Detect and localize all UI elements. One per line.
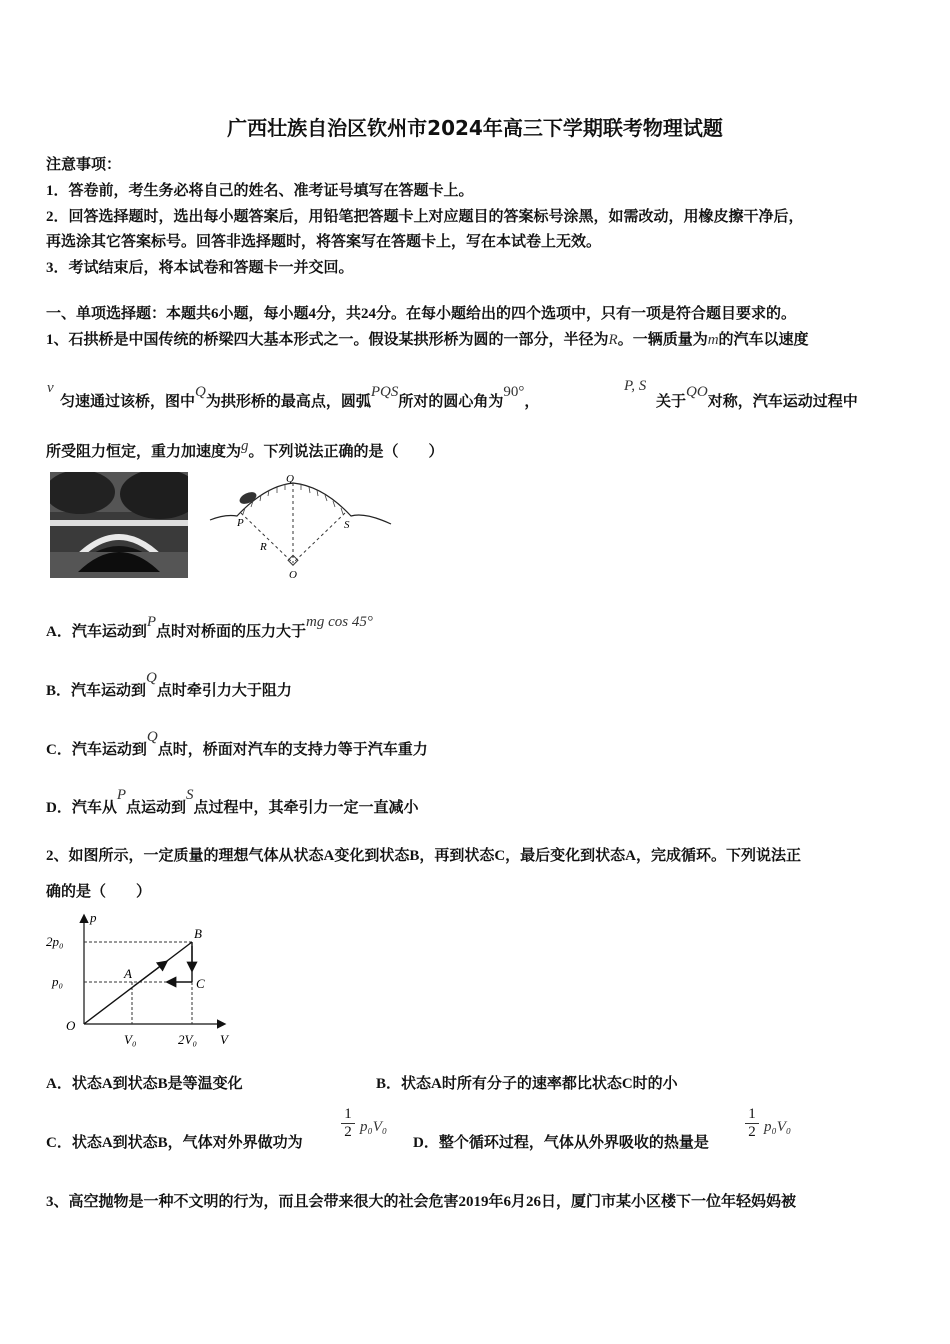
q2-option-D: D．整个循环过程，气体从外界吸收的热量是 <box>413 1135 709 1151</box>
q1-line1: 1、石拱桥是中国传统的桥梁四大基本形式之一。假设某拱形桥为圆的一部分，半径为R。一辆质量为m的汽车以速度 <box>46 332 809 348</box>
q1-line3: 所受阻力恒定，重力加速度为g。下列说法正确的是（ ） <box>46 438 444 460</box>
svg-text:O: O <box>66 1018 76 1033</box>
bridge-diagram <box>205 468 400 583</box>
section-heading: 一、单项选择题：本题共6小题，每小题4分，共24分。在每小题给出的四个选项中，只有一项是符合题目要求的。 <box>46 306 797 322</box>
svg-text:B: B <box>194 926 202 941</box>
svg-text:C: C <box>196 976 205 991</box>
q2-line2: 确的是（ ） <box>46 884 152 900</box>
var-m: m <box>707 332 719 348</box>
var-g: g <box>241 438 249 454</box>
svg-text:A: A <box>124 966 132 981</box>
fig-label-P: P <box>237 517 244 529</box>
angle-90: 90° <box>503 384 525 400</box>
svg-text:p: p <box>90 910 97 925</box>
q3-line1: 3、高空抛物是一种不文明的行为，而且会带来很大的社会危害2019年6月26日，厦门市某小区楼下一位年轻妈妈被 <box>46 1194 797 1210</box>
notice-item-3: 3．考试结束后，将本试卷和答题卡一并交回。 <box>46 260 354 276</box>
var-QO: QO <box>686 384 708 400</box>
q1-option-C: C．汽车运动到Q点时，桥面对汽车的支持力等于汽车重力 <box>46 729 428 758</box>
fig-label-Q: Q <box>286 473 294 485</box>
q1-option-B: B．汽车运动到Q点时牵引力大于阻力 <box>46 670 292 699</box>
notice-item-2b: 再选涂其它答案标号。回答非选择题时，将答案写在答题卡上，写在本试卷上无效。 <box>46 234 602 250</box>
pv-graph <box>44 908 244 1056</box>
page-title: 广西壮族自治区钦州市2024年高三下学期联考物理试题 <box>227 116 723 140</box>
fig-label-O: O <box>289 569 297 581</box>
var-PQS: PQS <box>370 384 399 400</box>
fraction-C: $\frac{1}{2}$ <box>341 1106 355 1141</box>
notice-item-2a: 2．回答选择题时，选出每小题答案后，用铅笔把答题卡上对应题目的答案标号涂黑，如需改动，用橡皮擦干净后， <box>46 209 804 225</box>
var-Q: Q <box>195 384 206 400</box>
q1-line2: 匀速通过该桥，图中Q为拱形桥的最高点，圆弧PQS所对的圆心角为90°， <box>60 384 540 410</box>
notice-heading: 注意事项： <box>46 157 122 173</box>
q2-line1: 2、如图所示，一定质量的理想气体从状态A变化到状态B，再到状态C，最后变化到状态A，完成循环。下列说法正 <box>46 848 802 864</box>
q1-option-D: D．汽车从P点运动到S点过程中，其牵引力一定一直减小 <box>46 787 419 816</box>
q1-option-A: A．汽车运动到P点时对桥面的压力大于mg cos 45° <box>46 614 373 640</box>
car-icon <box>238 490 259 507</box>
var-R: R <box>608 332 618 348</box>
var-v: v <box>47 380 54 396</box>
fig-label-S: S <box>344 519 350 531</box>
expr-D: p₀V₀ <box>764 1119 792 1135</box>
bridge-photo <box>50 472 188 578</box>
q2-option-B: B．状态A时所有分子的速率都比状态C时的小 <box>376 1076 678 1092</box>
svg-text:V₀: V₀ <box>124 1032 137 1047</box>
fraction-D: $\frac{1}{2}$ <box>745 1106 759 1141</box>
q2-option-C: C．状态A到状态B，气体对外界做功为 <box>46 1135 303 1151</box>
svg-text:V: V <box>220 1032 228 1047</box>
svg-text:2p₀: 2p₀ <box>46 934 64 949</box>
q2-option-A: A．状态A到状态B是等温变化 <box>46 1076 243 1092</box>
svg-text:p₀: p₀ <box>52 974 64 989</box>
notice-item-1: 1．答卷前，考生务必将自己的姓名、准考证号填写在答题卡上。 <box>46 183 474 199</box>
expr-C: p₀V₀ <box>360 1119 388 1135</box>
fig-label-R: R <box>260 541 267 553</box>
svg-text:2V₀: 2V₀ <box>178 1032 197 1047</box>
var-PS: P, S <box>624 378 647 394</box>
q1-line2-b: 关于QO对称，汽车运动过程中 <box>656 384 858 410</box>
